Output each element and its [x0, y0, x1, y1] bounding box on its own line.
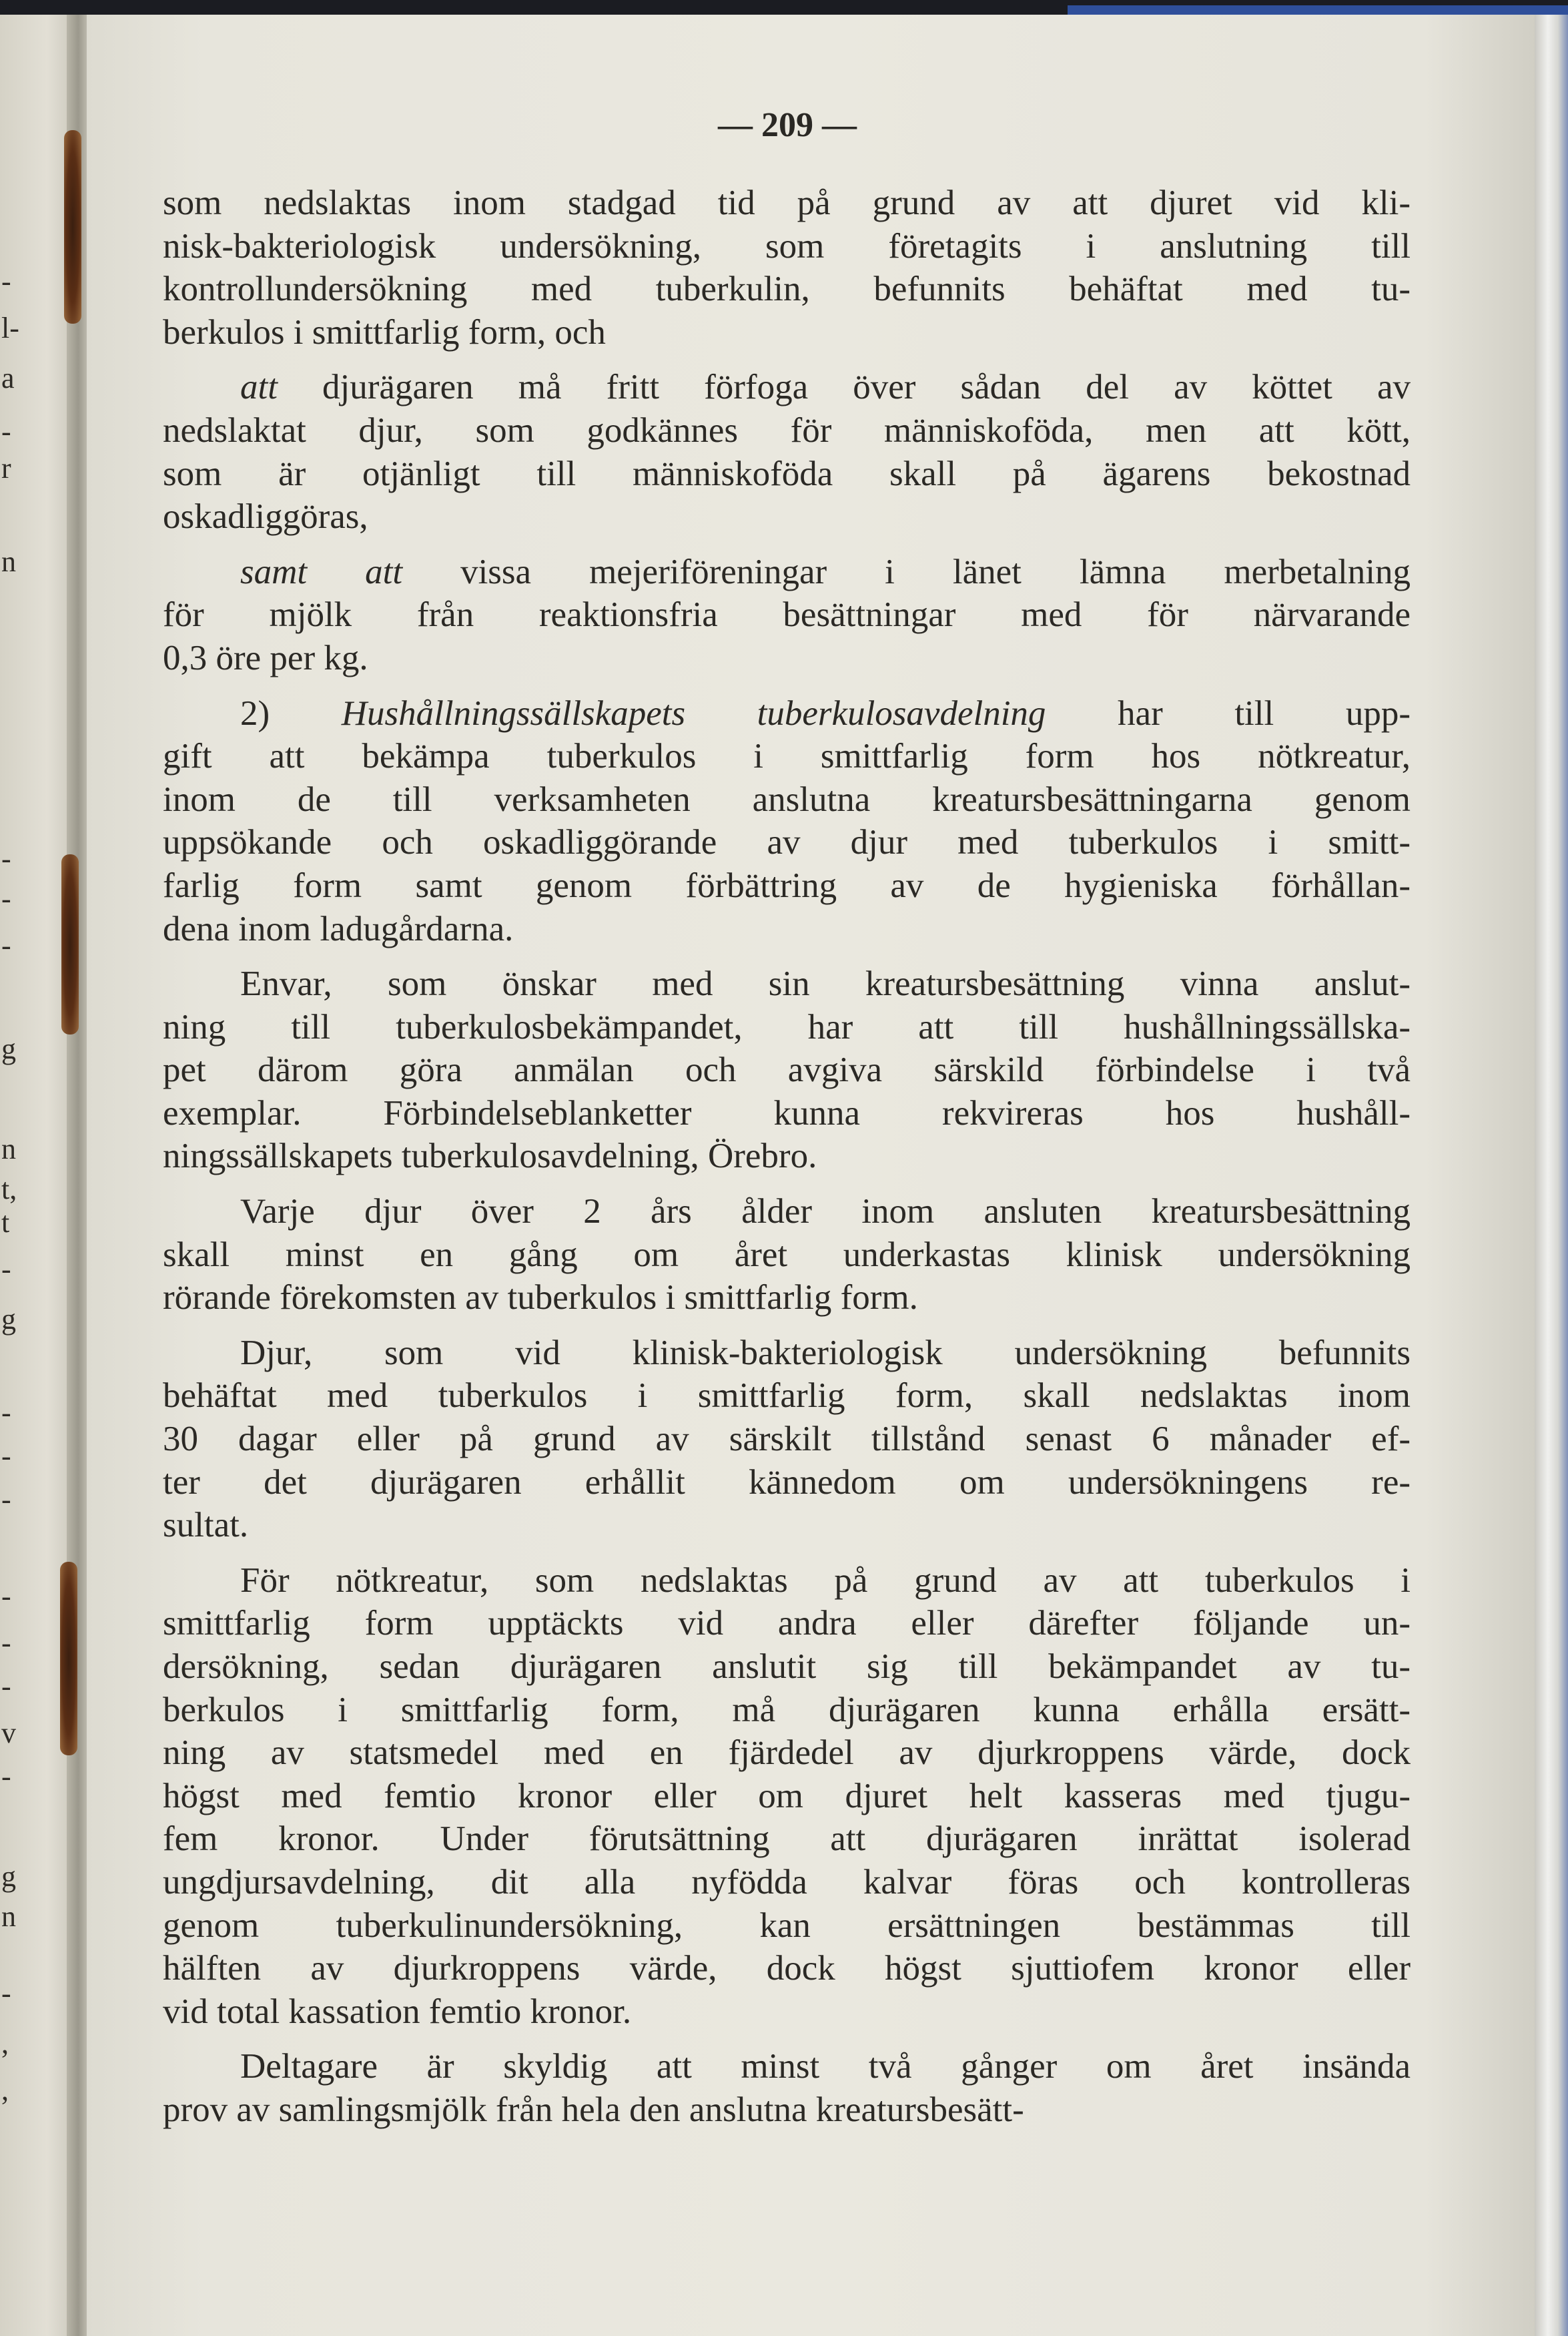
line-text: som nedslaktas inom stadgad tid på grund av att djuret vid kli-	[163, 184, 1411, 222]
line-text: gift att bekämpa tuberkulos i smittfarlig form hos nötkreatur,	[163, 737, 1411, 776]
line-text: exemplar. Förbindelseblanketter kunna rekvireras hos hushåll-	[163, 1093, 1411, 1133]
text-line	[163, 1645, 1411, 1689]
left-page-text-fragment: -	[1, 1580, 11, 1613]
line-text: Varje djur över 2 års ålder inom ansluten kreatursbesättning	[240, 1192, 1411, 1231]
text-line	[163, 1559, 1411, 1602]
left-page-text-fragment: -	[1, 842, 11, 875]
line-text: fem kronor. Under förutsättning att djurägaren inrättat isolerad	[163, 1819, 1411, 1859]
left-page-text-fragment: t	[1, 1206, 10, 1239]
page-stack-edge	[1535, 15, 1568, 2336]
left-page-text-fragment: ,	[1, 2027, 9, 2060]
line-text: berkulos i smittfarlig form, och	[163, 312, 606, 352]
line-text: oskadliggöras,	[163, 497, 368, 537]
line-text: inom de till verksamheten anslutna kreatursbesättningarna genom	[163, 780, 1411, 819]
text-line	[163, 2088, 1411, 2132]
left-page-text-fragment: a	[1, 362, 15, 394]
text-line	[163, 1861, 1411, 1904]
left-page-text-fragment: -	[1, 1440, 11, 1472]
text-line	[163, 593, 1411, 637]
left-page-text-fragment: -	[1, 1977, 11, 2010]
text-line	[163, 453, 1411, 496]
text-line	[163, 311, 1411, 354]
line-text: ning av statsmedel med en fjärdedel av djurkroppens värde, dock	[163, 1733, 1411, 1773]
text-line	[163, 225, 1411, 268]
text-line	[163, 1461, 1411, 1504]
text-line	[163, 1775, 1411, 1818]
line-text: uppsökande och oskadliggörande av djur med tuberkulos i smitt-	[163, 823, 1411, 862]
paragraph	[163, 1332, 1411, 1547]
text-line	[163, 1504, 1411, 1547]
left-page-text-fragment: -	[1, 415, 11, 448]
text-line	[163, 1049, 1411, 1092]
left-page-text-fragment: -	[1, 1627, 11, 1659]
staple-rust-mark	[60, 1562, 77, 1755]
text-line	[163, 2045, 1411, 2088]
left-page-text-fragment: -	[1, 1483, 11, 1516]
text-line	[163, 1190, 1411, 1233]
italic-lead: Hushållningssällskapets tuberkulosavdelning	[341, 693, 1046, 733]
paragraph	[163, 2045, 1411, 2131]
left-page-text-fragment: -	[1, 1396, 11, 1429]
text-line	[163, 637, 1411, 680]
paragraph	[163, 1559, 1411, 2034]
line-text: högst med femtio kronor eller om djuret helt kasseras med tjugu-	[163, 1776, 1411, 1815]
left-page-text-fragment: g	[1, 1303, 16, 1336]
line-text: Envar, som önskar med sin kreatursbesättning vinna anslut-	[240, 964, 1411, 1004]
line-text: ning till tuberkulosbekämpandet, har att till hushållningssällska-	[163, 1007, 1411, 1047]
text-line	[163, 908, 1411, 951]
staple-rust-mark	[61, 854, 79, 1035]
line-text: för mjölk från reaktionsfria besättningar med för närvarande	[163, 595, 1411, 635]
text-line	[163, 1689, 1411, 1732]
line-text: ningssällskapets tuberkulosavdelning, Örebro.	[163, 1137, 817, 1176]
line-text: prov av samlingsmjölk från hela den anslutna kreatursbesätt-	[163, 2090, 1024, 2129]
line-text: vid total kassation femtio kronor.	[163, 1992, 632, 2031]
paragraph	[163, 692, 1411, 951]
text-line	[163, 864, 1411, 908]
text-line	[163, 1092, 1411, 1135]
page-body	[163, 182, 1411, 2132]
line-text: 0,3 öre per kg.	[163, 638, 368, 677]
text-line	[163, 1006, 1411, 1049]
line-text: farlig form samt genom förbättring av de hygieniska förhållan-	[163, 866, 1411, 905]
line-text: genom tuberkulinundersökning, kan ersättningen bestämmas till	[163, 1906, 1411, 1945]
text-line	[163, 821, 1411, 864]
text-line	[163, 1332, 1411, 1375]
text-line	[163, 1602, 1411, 1645]
text-line	[163, 182, 1411, 225]
left-page-text-fragment: n	[1, 1900, 16, 1933]
text-line	[163, 692, 1411, 736]
paragraph	[163, 182, 1411, 354]
paragraph	[163, 366, 1411, 538]
line-text: ungdjursavdelning, dit alla nyfödda kalvar föras och kontrolleras	[163, 1862, 1411, 1902]
left-page-text-fragment: -	[1, 882, 11, 915]
paragraph	[163, 551, 1411, 680]
text-line	[163, 366, 1411, 409]
line-text: pet därom göra anmälan och avgiva särskild förbindelse i två	[163, 1051, 1411, 1090]
line-text: som är otjänligt till människoföda skall på ägarens bekostnad	[163, 454, 1411, 493]
text-line	[163, 962, 1411, 1006]
line-text: kontrollundersökning med tuberkulin, befunnits behäftat med tu-	[163, 270, 1411, 309]
left-page-text-fragment: l-	[1, 312, 19, 344]
left-page-text-fragment: -	[1, 929, 11, 962]
list-number: 2)	[240, 693, 342, 733]
line-text: ter det djurägaren erhållit kännedom om undersökningens re-	[163, 1462, 1411, 1502]
line-text: rörande förekomsten av tuberkulos i smittfarlig form.	[163, 1278, 918, 1318]
paragraph	[163, 1190, 1411, 1320]
text-line	[163, 1233, 1411, 1277]
left-page-text-fragment: n	[1, 545, 16, 578]
line-text: dersökning, sedan djurägaren anslutit sig till bekämpandet av tu-	[163, 1647, 1411, 1686]
italic-lead: samt att	[240, 552, 403, 591]
text-line	[163, 268, 1411, 311]
line-text: dena inom ladugårdarna.	[163, 909, 514, 948]
line-text: behäftat med tuberkulos i smittfarlig form, skall nedslaktas inom	[163, 1376, 1411, 1416]
line-text: Djur, som vid klinisk-bakteriologisk undersökning befunnits	[240, 1333, 1411, 1372]
left-page-text-fragment: n	[1, 1133, 16, 1165]
line-text: smittfarlig form upptäckts vid andra eller därefter följande un-	[163, 1604, 1411, 1643]
line-text: För nötkreatur, som nedslaktas på grund av att tuberkulos i	[240, 1560, 1411, 1600]
left-page-text-fragment: -	[1, 265, 11, 298]
line-text: nisk-bakteriologisk undersökning, som företagits i anslutning till	[163, 226, 1411, 266]
paragraph	[163, 962, 1411, 1178]
line-text: sultat.	[163, 1506, 249, 1545]
left-page-text-fragment: g	[1, 1033, 16, 1065]
line-text: skall minst en gång om året underkastas klinisk undersökning	[163, 1235, 1411, 1274]
text-line	[163, 1135, 1411, 1178]
staple-rust-mark	[64, 130, 81, 324]
text-line	[163, 1817, 1411, 1861]
left-page-text-fragment: v	[1, 1717, 16, 1749]
line-text: djurägaren må fritt förfoga över sådan del av köttet av	[277, 368, 1411, 407]
line-text: berkulos i smittfarlig form, må djurägaren kunna erhålla ersätt-	[163, 1690, 1411, 1729]
text-line	[163, 1731, 1411, 1775]
left-page-text-fragment: r	[1, 452, 11, 485]
italic-lead: att	[240, 368, 278, 407]
left-page-text-fragment: -	[1, 1760, 11, 1793]
line-text: 30 dagar eller på grund av särskilt tillstånd senast 6 månader ef-	[163, 1420, 1411, 1459]
line-text: nedslaktat djur, som godkännes för människoföda, men att kött,	[163, 410, 1411, 450]
left-page-text-fragment: -	[1, 1670, 11, 1703]
left-page-text-fragment: -	[1, 1253, 11, 1285]
text-line	[163, 1374, 1411, 1418]
text-line	[163, 409, 1411, 453]
left-page-text-fragment: g	[1, 1860, 16, 1893]
text-line	[163, 1418, 1411, 1461]
left-page-text-fragment: t,	[1, 1173, 17, 1205]
line-text: hälften av djurkroppens värde, dock högst sjuttiofem kronor eller	[163, 1949, 1411, 1988]
line-text: har till upp-	[1046, 693, 1411, 733]
text-line	[163, 1276, 1411, 1320]
line-text: vissa mejeriföreningar i länet lämna merbetalning	[402, 552, 1411, 591]
text-line	[163, 735, 1411, 778]
text-line	[163, 778, 1411, 822]
page-number: — 209 —	[718, 106, 857, 144]
left-page-text-fragment: ,	[1, 2074, 9, 2106]
text-line	[163, 1947, 1411, 1990]
line-text: Deltagare är skyldig att minst två gånger om året insända	[240, 2047, 1411, 2086]
text-line	[163, 495, 1411, 539]
text-line	[163, 551, 1411, 594]
text-line	[163, 1990, 1411, 2034]
text-line	[163, 1904, 1411, 1948]
